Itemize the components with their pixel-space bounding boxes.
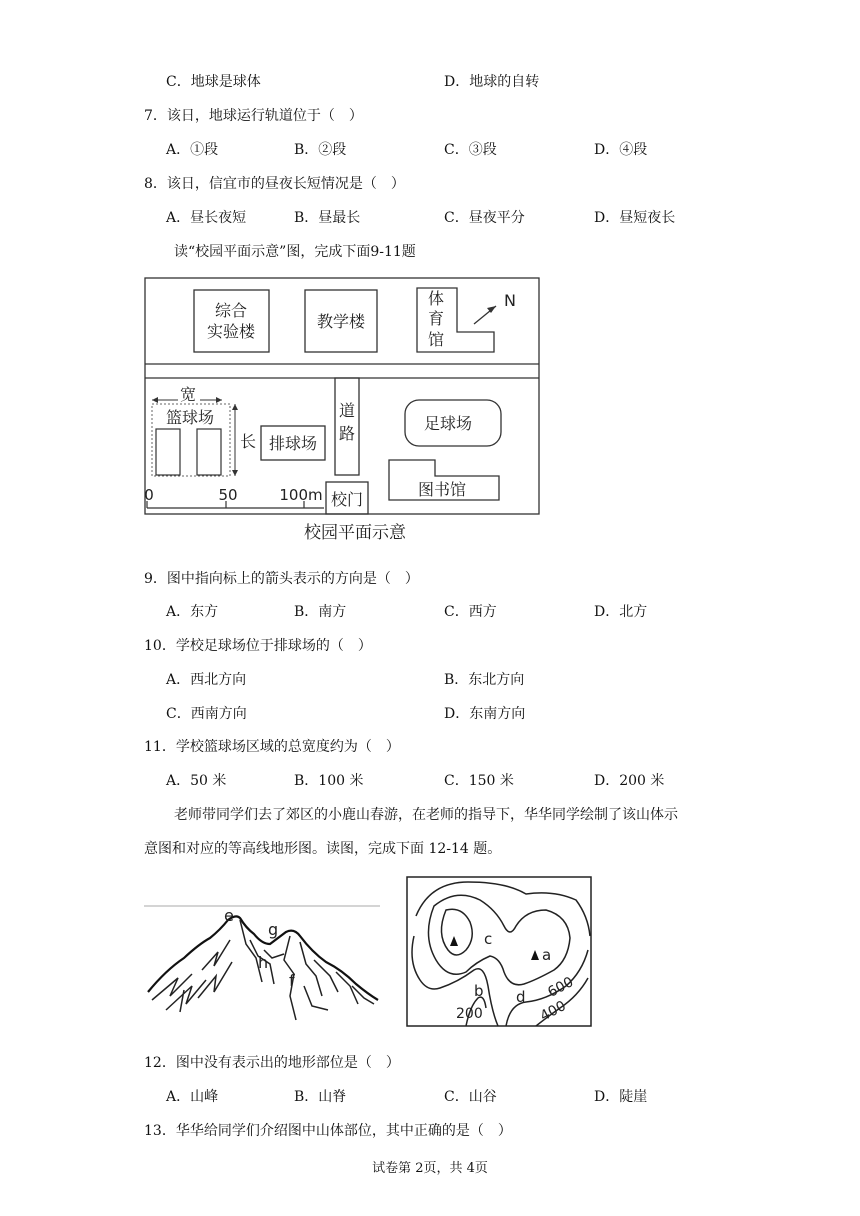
width-label: 宽 [179, 385, 197, 404]
gate-label: 校门 [330, 490, 364, 509]
basketball-court-left [156, 429, 180, 475]
contour-map [406, 876, 594, 1028]
gym-label-1: 体 [427, 289, 445, 308]
q9-option-d: D．北方 [594, 604, 648, 620]
q10-option-a: A．西北方向 [166, 672, 247, 688]
q11-stem: 11．学校篮球场区域的总宽度约为（ ） [144, 739, 400, 755]
q12-option-b: B．山脊 [294, 1089, 347, 1105]
q10-stem: 10．学校足球场位于排球场的（ ） [144, 638, 372, 654]
campus-map-caption: 校园平面示意 [304, 523, 406, 543]
intro-12-14-line1: 老师带同学们去了郊区的小鹿山春游，在老师的指导下，华华同学绘制了该山体示 [174, 807, 678, 823]
mountain-label-f: f [289, 971, 295, 990]
q8-option-d: D．昼短夜长 [594, 210, 676, 226]
q12-option-a: A．山峰 [166, 1089, 219, 1105]
q9-option-b: B．南方 [294, 604, 347, 620]
q11-option-b: B．100 米 [294, 773, 364, 789]
q8-option-b: B．昼最长 [294, 210, 361, 226]
teaching-label: 教学楼 [316, 312, 366, 331]
q11-option-d: D．200 米 [594, 773, 665, 789]
contour-label-d: d [516, 988, 526, 1006]
north-label: N [504, 291, 516, 310]
peak-triangle-left-icon [450, 936, 458, 946]
scale-50-label: 50 [218, 486, 238, 504]
contour-label-b: b [474, 982, 484, 1000]
q7-option-a: A．①段 [166, 142, 219, 158]
basketball-court-right [197, 429, 221, 475]
north-arrow-icon [474, 306, 496, 324]
length-label: 长 [240, 432, 257, 451]
q12-option-c: C．山谷 [444, 1089, 497, 1105]
scale-100-label: 100m [279, 486, 323, 504]
q10-option-d: D．东南方向 [444, 706, 526, 722]
lab-label-line2: 实验楼 [206, 322, 256, 341]
library-label: 图书馆 [417, 480, 467, 499]
mountain-sketch [144, 900, 384, 1030]
volleyball-label: 排球场 [268, 434, 318, 453]
campus-map [144, 276, 544, 546]
contour-label-c: c [484, 930, 493, 948]
q9-option-c: C．西方 [444, 604, 497, 620]
q8-option-c: C．昼夜平分 [444, 210, 525, 226]
q11-option-a: A．50 米 [166, 773, 227, 789]
lab-building [194, 290, 269, 352]
q8-option-a: A．昼长夜短 [166, 210, 247, 226]
q7-option-c: C．③段 [444, 142, 497, 158]
contour-label-200: 200 [456, 1006, 483, 1022]
page-footer: 试卷第 2页，共 4页 [372, 1161, 488, 1176]
mountain-label-g: g [268, 920, 279, 939]
gym-label-2: 育 [427, 309, 445, 328]
gym-label-3: 馆 [427, 330, 445, 349]
intro-12-14-line2: 意图和对应的等高线地形图。读图，完成下面 12-14 题。 [144, 841, 502, 857]
basketball-label: 篮球场 [165, 408, 215, 427]
contour-label-600: 600 [545, 974, 577, 1001]
football-label: 足球场 [423, 414, 473, 433]
road-label-1: 道 [338, 401, 356, 420]
q11-option-c: C．150 米 [444, 773, 514, 789]
q10-option-b: B．东北方向 [444, 672, 525, 688]
mountain-label-h: h [258, 953, 269, 972]
q7-option-b: B．②段 [294, 142, 347, 158]
scale-0-label: 0 [144, 486, 154, 504]
contour-label-400: 400 [537, 998, 569, 1025]
q6-option-c: C．地球是球体 [166, 74, 261, 90]
q9-stem: 9．图中指向标上的箭头表示的方向是（ ） [144, 571, 419, 587]
q8-stem: 8．该日，信宜市的昼夜长短情况是（ ） [144, 176, 405, 192]
lab-label-line1: 综合 [214, 301, 248, 320]
q7-stem: 7．该日，地球运行轨道位于（ ） [144, 108, 363, 124]
intro-9-11: 读“校园平面示意”图，完成下面9-11题 [174, 244, 416, 260]
q13-stem: 13．华华给同学们介绍图中山体部位，其中正确的是（ ） [144, 1123, 512, 1139]
q12-option-d: D．陡崖 [594, 1089, 648, 1105]
q6-option-d: D．地球的自转 [444, 74, 540, 90]
mountain-label-e: e [224, 906, 234, 925]
q9-option-a: A．东方 [166, 604, 219, 620]
q12-stem: 12．图中没有表示出的地形部位是（ ） [144, 1055, 400, 1071]
road-label-2: 路 [338, 424, 356, 443]
q7-option-d: D．④段 [594, 142, 648, 158]
q10-option-c: C．西南方向 [166, 706, 247, 722]
peak-triangle-right-icon [531, 950, 539, 960]
contour-label-a: a [542, 946, 552, 964]
